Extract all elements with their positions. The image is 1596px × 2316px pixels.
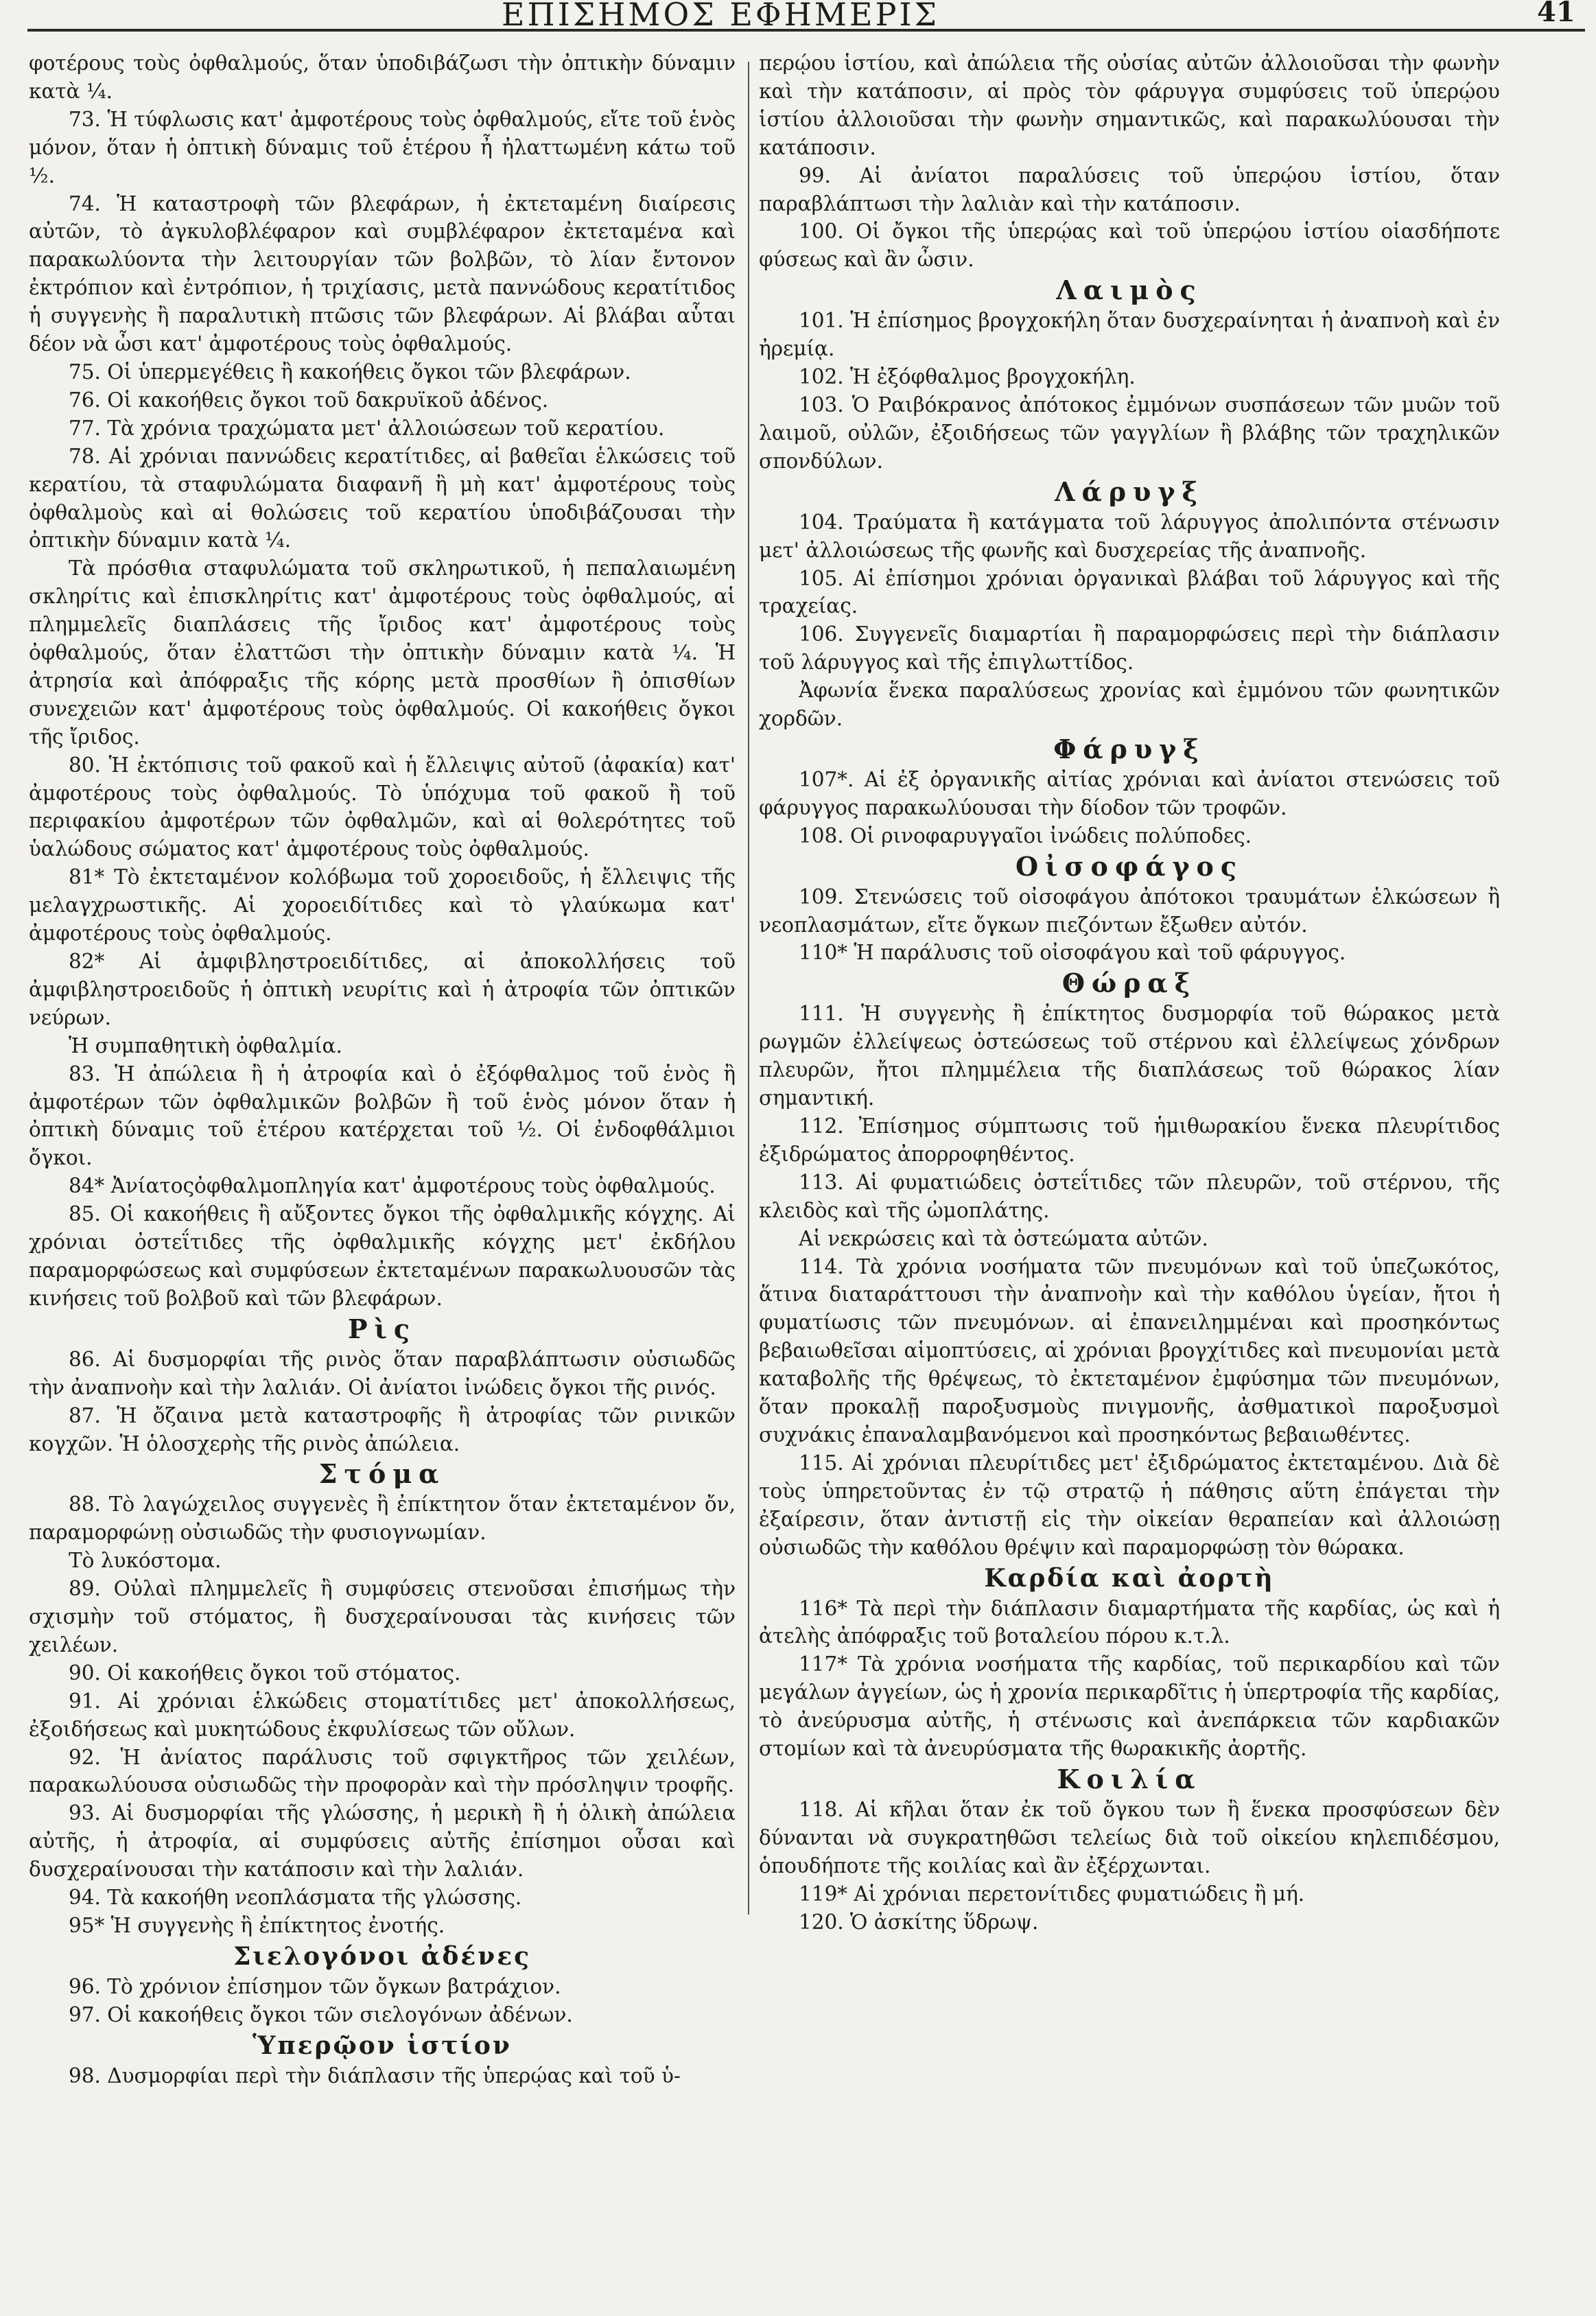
left-paragraph: 84* Ἀνίατοςὀφθαλμοπληγία κατ' ἀμφοτέρους τοὺς ὀφθαλμούς. [69, 1174, 716, 1198]
right-section-heading: Κοιλία [1057, 1763, 1202, 1794]
right-paragraph: 100. Οἱ ὄγκοι τῆς ὑπερῴας καὶ τοῦ ὑπερῴου ἱστίου οἱασδήποτε φύσεως καὶ ἂν ὦσιν. [759, 220, 1500, 272]
page-number: 41 [1537, 0, 1575, 28]
right-section-heading: Λαιμὸς [1056, 274, 1203, 306]
left-section-heading: Στόμα [318, 1458, 446, 1490]
left-column [29, 49, 736, 2090]
right-paragraph: 103. Ὁ Ραιβόκρανος ἀπότοκος ἐμμόνων συσπάσεων τῶν μυῶν τοῦ λαιμοῦ, οὐλῶν, ἐξοιδήσεως τῶν γαγγλίων ἢ βλάβης τῶν τραχηλικῶν σπονδύλων. [759, 393, 1500, 473]
left-paragraph: 87. Ἡ ὄζαινα μετὰ καταστροφῆς ἢ ἀτροφίας τῶν ρινικῶν κογχῶν. Ἡ ὁλοσχερὴς τῆς ρινὸς ἀπώλεια. [29, 1403, 736, 1455]
right-paragraph: 99. Αἱ ἀνίατοι παραλύσεις τοῦ ὑπερῴου ἱστίου, ὅταν παραβλάπτωσι τὴν λαλιὰν καὶ τὴν κατάποσιν. [759, 163, 1500, 215]
right-paragraph: 102. Ἡ ἐξόφθαλμος βρογχοκήλη. [799, 365, 1136, 389]
left-section-heading: Ὑπερῷον ἱστίον [253, 2031, 512, 2060]
right-paragraph: 113. Αἱ φυματιώδεις ὀστεΐτιδες τῶν πλευρῶν, τοῦ στέρνου, τῆς κλειδὸς καὶ τῆς ὠμοπλάτης. [759, 1170, 1500, 1222]
left-paragraph: φοτέρους τοὺς ὀφθαλμούς, ὅταν ὑποδιβάζωσι τὴν ὀπτικὴν δύναμιν κατὰ ¼. [29, 51, 736, 103]
left-paragraph: 82* Αἱ ἀμφιβληστροειδίτιδες, αἱ ἀποκολλήσεις τοῦ ἀμφιβληστροειδοῦς ἡ ὀπτικὴ νευρίτις καὶ ἡ ἀτροφία τῶν ὀπτικῶν νεύρων. [29, 950, 736, 1029]
right-paragraph: 109. Στενώσεις τοῦ οἰσοφάγου ἀπότοκοι τραυμάτων ἑλκώσεων ἢ νεοπλασμάτων, εἴτε ὄγκων πιεζόντων ἔξωθεν αὐτόν. [759, 885, 1500, 937]
newspaper-title: ΕΠΙΣΗΜΟΣ ΕΦΗΜΕΡΙΣ [501, 0, 940, 33]
left-paragraph: 76. Οἱ κακοήθεις ὄγκοι τοῦ δακρυϊκοῦ ἀδένος. [69, 388, 549, 412]
right-paragraph: 119* Αἱ χρόνιαι περετονίτιδες φυματιώδεις ἢ μή. [799, 1882, 1305, 1906]
right-paragraph: 104. Τραύματα ἢ κατάγματα τοῦ λάρυγγος ἀπολιπόντα στένωσιν μετ' ἀλλοιώσεως τῆς φωνῆς καὶ δυσχερείας τῆς ἀναπνοῆς. [759, 510, 1500, 562]
left-section-heading: Ρὶς [347, 1313, 417, 1344]
left-paragraph: 80. Ἡ ἐκτόπισις τοῦ φακοῦ καὶ ἡ ἔλλειψις αὐτοῦ (ἀφακία) κατ' ἀμφοτέρους τοὺς ὀφθαλμούς. Τὸ ὑπόχυμα τοῦ φακοῦ ἢ τοῦ περιφακίου ἀμφοτέρων τῶν ὀφθαλμῶν, καὶ αἱ θολερότητες τοῦ ὑαλώδους σώματος κατ' ἀμφοτέρους τοὺς ὀφθαλμούς. [29, 753, 736, 861]
left-paragraph: 88. Τὸ λαγώχειλος συγγενὲς ἢ ἐπίκτητον ὅταν ἐκτεταμένον ὄν, παραμορφώνῃ οὐσιωδῶς τὴν φυσιογνωμίαν. [29, 1493, 736, 1545]
right-paragraph: 115. Αἱ χρόνιαι πλευρίτιδες μετ' ἐξιδρώματος ἐκτεταμένου. Διὰ δὲ τοὺς ὑπηρετοῦντας ἐν τῷ στρατῷ ἡ πάθησις αὕτη ἐπάγεται τὴν ἐξαίρεσιν, ὅταν ἀντιστῇ εἰς τὴν οἰκείαν θεραπείαν καὶ ἀλλοιώσῃ οὐσιωδῶς τὴν καθόλου θρέψιν καὶ παραμορφώσῃ τὸν θώρακα. [759, 1451, 1500, 1559]
right-paragraph: 118. Αἱ κῆλαι ὅταν ἐκ τοῦ ὄγκου των ἢ ἕνεκα προσφύσεων δὲν δύνανται νὰ συγκρατηθῶσι τελείως διὰ τοῦ οἰκείου κηλεπιδέσμου, ὁπουδήποτε τῆς κοιλίας καὶ ἂν ἐξέρχωνται. [759, 1797, 1500, 1878]
right-paragraph: 101. Ἡ ἐπίσημος βρογχοκήλη ὅταν δυσχεραίνηται ἡ ἀναπνοὴ καὶ ἐν ἠρεμίᾳ. [759, 309, 1500, 361]
left-paragraph: 73. Ἡ τύφλωσις κατ' ἀμφοτέρους τοὺς ὀφθαλμούς, εἴτε τοῦ ἑνὸς μόνον, ὅταν ἡ ὀπτικὴ δύναμις τοῦ ἑτέρου ἦ ἠλαττωμένη κάτω τοῦ ½. [29, 107, 736, 187]
right-paragraph: 112. Ἐπίσημος σύμπτωσις τοῦ ἡμιθωρακίου ἕνεκα πλευρίτιδος ἐξιδρώματος ἀπορροφηθέντος. [759, 1114, 1500, 1166]
left-paragraph: 98. Δυσμορφίαι περὶ τὴν διάπλασιν τῆς ὑπερῴας καὶ τοῦ ὑ- [69, 2063, 681, 2087]
left-section-heading: Σιελογόνοι ἀδένες [233, 1941, 532, 1971]
right-paragraph: 106. Συγγενεῖς διαμαρτίαι ἢ παραμορφώσεις περὶ τὴν διάπλασιν τοῦ λάρυγγος καὶ τῆς ἐπιγλωττίδος. [759, 622, 1500, 675]
left-paragraph: Ἡ συμπαθητικὴ ὀφθαλμία. [69, 1033, 342, 1057]
right-paragraph: 107*. Αἱ ἐξ ὀργανικῆς αἰτίας χρόνιαι καὶ ἀνίατοι στενώσεις τοῦ φάρυγγος παρακωλύουσαι τὴν δίοδον τῶν τροφῶν. [759, 767, 1500, 819]
right-paragraph: περῴου ἱστίου, καὶ ἀπώλεια τῆς οὐσίας αὐτῶν ἀλλοιοῦσαι τὴν φωνὴν καὶ τὴν κατάποσιν, αἱ πρὸς τὸν φάρυγγα συμφύσεις τοῦ ὑπερῴου ἱστίου ἀλλοιοῦσαι τὴν φωνὴν σημαντικῶς, καὶ παρακωλύουσαι τὴν κατάποσιν. [759, 51, 1500, 159]
left-paragraph: 95* Ἡ συγγενὴς ἢ ἐπίκτητος ἐνοτής. [69, 1914, 445, 1937]
right-paragraph: 116* Τὰ περὶ τὴν διάπλασιν διαμαρτήματα τῆς καρδίας, ὡς καὶ ἡ ἀτελὴς ἀπόφραξις τοῦ βοταλείου πόρου κ.τ.λ. [759, 1596, 1500, 1648]
right-section-heading: Φάρυγξ [1053, 733, 1206, 764]
header-rule [27, 29, 1585, 32]
column-divider [748, 62, 749, 1915]
right-paragraph: 111. Ἡ συγγενὴς ἢ ἐπίκτητος δυσμορφία τοῦ θώρακος μετὰ ρωγμῶν ἐλλείψεως ὀστεώσεως τοῦ στέρνου καὶ ἐλλείψεως χόνδρων πλευρῶν, ἤτοι πλημμέλεια τῆς διαπλάσεως τοῦ θώρακος λίαν σημαντική. [759, 1002, 1500, 1110]
left-paragraph: Τὰ πρόσθια σταφυλώματα τοῦ σκληρωτικοῦ, ἡ πεπαλαιωμένη σκληρίτις καὶ ἐπισκληρίτις κατ' ἀμφοτέρους τοὺς ὀφθαλμούς, αἱ πλημμελεῖς διαπλάσεις τῆς ἴριδος κατ' ἀμφοτέρους τοὺς ὀφθαλμούς, ὅταν ἐλαττῶσι τὴν ὀπτικὴν δύναμιν κατὰ ¼. Ἡ ἀτρησία καὶ ἀπόφραξις τῆς κόρης μετὰ προσθίων ἢ ὀπισθίων συνεχειῶν κατ' ἀμφοτέρους τοὺς ὀφθαλμούς. Οἱ κακοήθεις ὄγκοι τῆς ἴριδος. [29, 557, 736, 749]
left-paragraph: 75. Οἱ ὑπερμεγέθεις ἢ κακοήθεις ὄγκοι τῶν βλεφάρων. [69, 360, 631, 384]
left-paragraph: 81* Τὸ ἐκτεταμένον κολόβωμα τοῦ χοροειδοῦς, ἡ ἔλλειψις τῆς μελαγχρωστικῆς. Αἱ χοροειδίτιδες καὶ τὸ γλαύκωμα κατ' ἀμφοτέρους τοὺς ὀφθαλμούς. [29, 865, 736, 946]
right-section-heading: Οἰσοφάγος [1015, 850, 1244, 882]
left-paragraph: 85. Οἱ κακοήθεις ἢ αὔξοντες ὄγκοι τῆς ὀφθαλμικῆς κόγχης. Αἱ χρόνιαι ὀστεΐτιδες τῆς ὀφθαλμικῆς κόγχης μετ' ἐκδήλου παραμορφώσεως καὶ συμφύσεων ἐκτεταμένων παρακωλυουσῶν τὰς κινήσεις τοῦ βολβοῦ καὶ τῶν βλεφάρων. [29, 1202, 736, 1310]
right-section-heading: Καρδία καὶ ἀορτὴ [984, 1563, 1275, 1593]
right-paragraph: 110* Ἡ παράλυσις τοῦ οἰσοφάγου καὶ τοῦ φάρυγγος. [799, 941, 1346, 965]
right-paragraph: 108. Οἱ ρινοφαρυγγαῖοι ἰνώδεις πολύποδες. [799, 823, 1252, 847]
left-paragraph: 92. Ἡ ἀνίατος παράλυσις τοῦ σφιγκτῆρος τῶν χειλέων, παρακωλύουσα οὐσιωδῶς τὴν προφορὰν καὶ τὴν πρόσληψιν τροφῆς. [29, 1745, 736, 1797]
left-paragraph: 78. Αἱ χρόνιαι παννώδεις κερατίτιδες, αἱ βαθεῖαι ἑλκώσεις τοῦ κερατίου, τὰ σταφυλώματα διαφανῆ ἢ μὴ κατ' ἀμφοτέρους τοὺς ὀφθαλμοὺς καὶ αἱ θολώσεις τοῦ κερατίου ὑποδιβάζουσαι τὴν ὀπτικὴν δύναμιν κατὰ ¼. [29, 444, 736, 552]
left-paragraph: 93. Αἱ δυσμορφίαι τῆς γλώσσης, ἡ μερικὴ ἢ ἡ ὁλικὴ ἀπώλεια αὐτῆς, ἡ ἀτροφία, αἱ συμφύσεις αὐτῆς ἐπίσημοι οὖσαι καὶ δυσχεραίνουσαι τὴν κατάποσιν καὶ τὴν λαλιάν. [29, 1801, 736, 1882]
left-paragraph: 96. Τὸ χρόνιον ἐπίσημον τῶν ὄγκων βατράχιον. [69, 1974, 561, 1998]
right-paragraph: Ἀφωνία ἕνεκα παραλύσεως χρονίας καὶ ἐμμόνου τῶν φωνητικῶν χορδῶν. [759, 679, 1500, 731]
left-paragraph: 91. Αἱ χρόνιαι ἑλκώδεις στοματίτιδες μετ' ἀποκολλήσεως, ἐξοιδήσεως καὶ μυκητώδους ἐκφυλίσεως τῶν οὔλων. [29, 1689, 736, 1741]
page-header [0, 0, 1596, 41]
right-column [759, 49, 1500, 1936]
right-section-heading: Θώραξ [1061, 968, 1197, 999]
left-paragraph: 77. Τὰ χρόνια τραχώματα μετ' ἀλλοιώσεων τοῦ κερατίου. [69, 416, 665, 440]
left-paragraph: Τὸ λυκόστομα. [69, 1549, 222, 1573]
right-paragraph: 117* Τὰ χρόνια νοσήματα τῆς καρδίας, τοῦ περικαρδίου καὶ τῶν μεγάλων ἀγγείων, ὡς ἡ χρονία περικαρδῖτις ἡ ὑπερτροφία τῆς καρδίας, τὸ ἀνεύρυσμα αὐτῆς, ἡ στένωσις καὶ ἀνεπάρκεια τῶν καρδιακῶν στομίων καὶ τὰ ἀνευρύσματα τῆς θωρακικῆς ἀορτῆς. [759, 1652, 1500, 1761]
left-paragraph: 97. Οἱ κακοήθεις ὄγκοι τῶν σιελογόνων ἀδένων. [69, 2002, 573, 2026]
right-paragraph: 114. Τὰ χρόνια νοσήματα τῶν πνευμόνων καὶ τοῦ ὑπεζωκότος, ἅτινα διαταράττουσι τὴν ἀναπνοὴν καὶ τὴν καθόλου ὑγείαν, ἤτοι ἡ φυματίωσις τῶν πνευμόνων. αἱ ἐπανειλημμέναι καὶ προσηκόντως βεβαιωθεῖσαι αἱμοπτύσεις, αἱ χρόνιαι βρογχίτιδες καὶ πνευμονίαι μετὰ καταβολῆς τῆς θρέψεως, τὸ ἐκτεταμένον ἐμφύσημα τῶν πνευμόνων, ὅταν προκαλῇ παροξυσμοὺς πνιγμονῆς, ἀσθματικοὶ παροξυσμοὶ συχνάκις ἐπαναλαμβανόμενοι καὶ προσηκόντως βεβαιωθέντες. [759, 1254, 1500, 1447]
left-paragraph: 89. Οὐλαὶ πλημμελεῖς ἢ συμφύσεις στενοῦσαι ἐπισήμως τὴν σχισμὴν τοῦ στόματος, ἢ δυσχεραίνουσαι τὰς κινήσεις τῶν χειλέων. [29, 1577, 736, 1657]
right-paragraph: 105. Αἱ ἐπίσημοι χρόνιαι ὀργανικαὶ βλάβαι τοῦ λάρυγγος καὶ τῆς τραχείας. [759, 566, 1500, 618]
right-paragraph: 120. Ὁ ἀσκίτης ὕδρωψ. [799, 1910, 1039, 1934]
left-paragraph: 83. Ἡ ἀπώλεια ἢ ἡ ἀτροφία καὶ ὁ ἐξόφθαλμος τοῦ ἑνὸς ἢ ἀμφοτέρων τῶν ὀφθαλμικῶν βολβῶν ἢ τοῦ ἑνὸς μόνον ὅταν ἡ ὀπτικὴ δύναμις τοῦ ἑτέρου κατέρχεται τοῦ ½. Οἱ ἐνδοφθάλμιοι ὄγκοι. [29, 1062, 736, 1170]
left-paragraph: 86. Αἱ δυσμορφίαι τῆς ρινὸς ὅταν παραβλάπτωσιν οὐσιωδῶς τὴν ἀναπνοὴν καὶ τὴν λαλιάν. Οἱ ἀνίατοι ἰνώδεις ὄγκοι τῆς ρινός. [29, 1347, 736, 1399]
left-paragraph: 74. Ἡ καταστροφὴ τῶν βλεφάρων, ἡ ἐκτεταμένη διαίρεσις αὐτῶν, τὸ ἀγκυλοβλέφαρον καὶ συμβλέφαρον ἐκτεταμένα καὶ παρακωλύοντα τὴν λειτουργίαν τῶν βολβῶν, τὸ λίαν ἔντονον ἐκτρόπιον καὶ ἐντρόπιον, ἡ τριχίασις, μετὰ παννώδους κερατίτιδος ἡ συγγενὴς ἢ παραλυτικὴ πτῶσις τῶν βλεφάρων. Αἱ βλάβαι αὗται δέον νὰ ὦσι κατ' ἀμφοτέρους τοὺς ὀφθαλμούς. [29, 191, 736, 356]
right-section-heading: Λάρυγξ [1055, 476, 1204, 507]
right-paragraph: Αἱ νεκρώσεις καὶ τὰ ὀστεώματα αὐτῶν. [799, 1226, 1208, 1250]
left-paragraph: 94. Τὰ κακοήθη νεοπλάσματα τῆς γλώσσης. [69, 1886, 522, 1910]
left-paragraph: 90. Οἱ κακοήθεις ὄγκοι τοῦ στόματος. [69, 1661, 461, 1685]
